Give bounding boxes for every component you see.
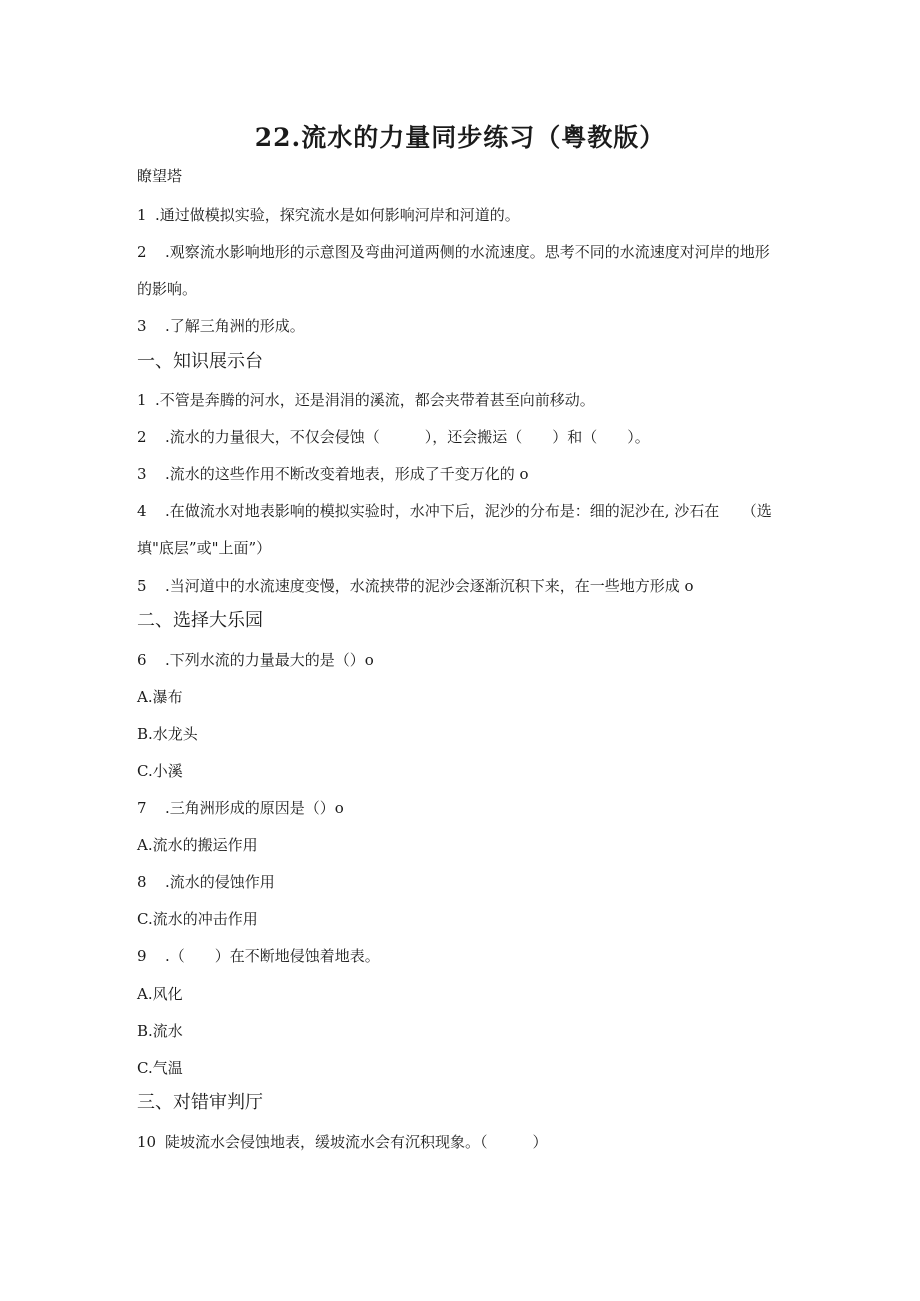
- fill-question-4: [137, 501, 772, 521]
- question-number: 4: [137, 502, 147, 520]
- question-text: .当河道中的水流速度变慢，水流挟带的泥沙会逐渐沉积下来，在一些地方形成 o: [165, 577, 694, 595]
- item-number: 3: [137, 317, 147, 335]
- section-heading-choice: 二、选择大乐园: [137, 610, 263, 631]
- fill-question-5: [137, 576, 694, 596]
- question-number: 6: [137, 651, 147, 669]
- option-b-numbered: [137, 872, 275, 892]
- question-text: 陡坡流水会侵蚀地表，缓坡流水会有沉积现象。（ ）: [165, 1133, 548, 1151]
- choice-question-9: [137, 946, 380, 966]
- question-text: .（ ）在不断地侵蚀着地表。: [165, 947, 380, 965]
- question-number: 3: [137, 465, 147, 483]
- question-text: .下列水流的力量最大的是（）o: [165, 651, 374, 669]
- option-c: C.气温: [137, 1059, 183, 1077]
- lookout-item-1: [137, 205, 520, 225]
- option-c: C.流水的冲击作用: [137, 910, 258, 928]
- question-number: 1: [137, 391, 147, 409]
- question-text: .流水的力量很大，不仅会侵蚀（ ），还会搬运（ ）和（ ）。: [165, 428, 650, 446]
- question-text: .三角洲形成的原因是（）o: [165, 799, 344, 817]
- question-number: 10: [137, 1133, 157, 1151]
- question-number: 2: [137, 428, 147, 446]
- question-text: .不管是奔腾的河水，还是涓涓的溪流，都会夹带着甚至向前移动。: [155, 391, 595, 409]
- item-text: .了解三角洲的形成。: [165, 317, 305, 335]
- page-title: 22.流水的力量同步练习（粤教版）: [254, 123, 666, 152]
- question-text: .流水的这些作用不断改变着地表，形成了千变万化的 o: [165, 465, 529, 483]
- item-text: .观察流水影响地形的示意图及弯曲河道两侧的水流速度。思考不同的水流速度对河岸的地形: [165, 243, 770, 261]
- lookout-item-2: [137, 242, 770, 262]
- item-number: 2: [137, 243, 147, 261]
- section-heading-true-false: 三、对错审判厅: [137, 1092, 263, 1113]
- choice-question-7: [137, 798, 344, 818]
- fill-question-4-continued: 填"底层”或"上面”）: [137, 539, 272, 557]
- lookout-label: 瞭望塔: [137, 167, 183, 185]
- option-a: A.风化: [137, 985, 183, 1003]
- section-heading-knowledge: 一、知识展示台: [137, 351, 263, 372]
- item-text: .通过做模拟实验，探究流水是如何影响河岸和河道的。: [155, 206, 520, 224]
- choice-question-6: [137, 650, 374, 670]
- judge-question-10: [137, 1132, 548, 1152]
- option-text: .流水的侵蚀作用: [165, 873, 275, 891]
- option-a: A.流水的搬运作用: [137, 836, 258, 854]
- lookout-item-3: [137, 316, 305, 336]
- question-number: 7: [137, 799, 147, 817]
- option-c: C.小溪: [137, 762, 183, 780]
- fill-question-1: [137, 390, 595, 410]
- question-number: 5: [137, 577, 147, 595]
- option-b: B.水龙头: [137, 725, 198, 743]
- lookout-item-2-continued: 的影响。: [137, 280, 198, 298]
- option-a: A.瀑布: [137, 688, 183, 706]
- question-text: .在做流水对地表影响的模拟实验时，水冲下后，泥沙的分布是：细的泥沙在, 沙石在 （选: [165, 502, 772, 520]
- question-number: 9: [137, 947, 147, 965]
- question-number: 8: [137, 873, 147, 891]
- item-number: 1: [137, 206, 147, 224]
- option-b: B.流水: [137, 1022, 183, 1040]
- fill-question-2: [137, 427, 650, 447]
- fill-question-3: [137, 464, 529, 484]
